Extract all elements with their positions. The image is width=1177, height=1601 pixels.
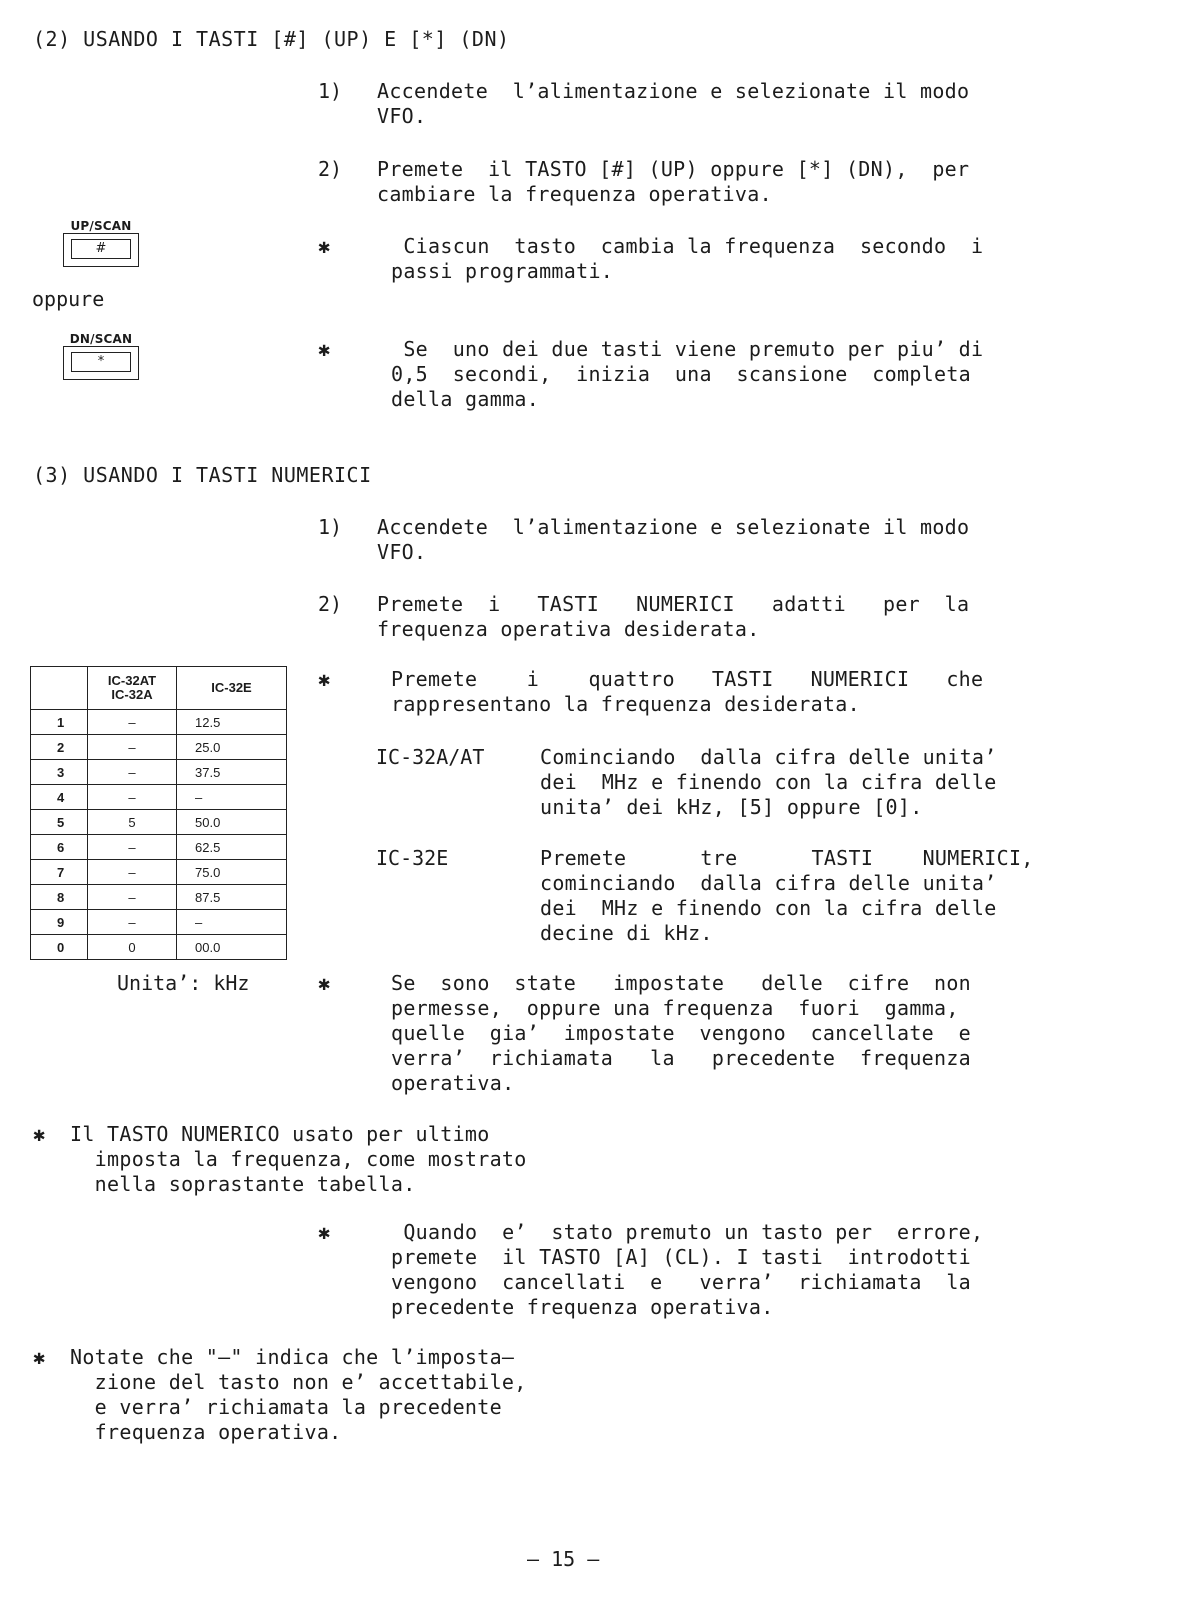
- table-row: [31, 885, 287, 910]
- table-cell: 3: [31, 760, 88, 785]
- model-name: IC-32E: [376, 846, 449, 870]
- table-header: IC-32AT IC-32A: [88, 667, 177, 710]
- asterisk-bullet-icon: ✱: [318, 667, 331, 691]
- table-row: [31, 735, 287, 760]
- step-text: Accendete l’alimentazione e selezionate il modo VFO.: [377, 79, 970, 128]
- section-2-title: (2) USANDO I TASTI [#] (UP) E [*] (DN): [33, 27, 510, 51]
- table-cell: 25.0: [177, 735, 287, 760]
- asterisk-bullet-icon: ✱: [33, 1122, 46, 1146]
- asterisk-bullet-icon: ✱: [318, 1220, 331, 1244]
- table-cell: 75.0: [177, 860, 287, 885]
- model-description: Cominciando dalla cifra delle unita’ dei MHz e finendo con la cifra delle unita’ dei kHz, [5] oppure [0].: [540, 745, 997, 819]
- table-cell: 87.5: [177, 885, 287, 910]
- table-cell: 8: [31, 885, 88, 910]
- table-cell: 50.0: [177, 810, 287, 835]
- table-cell: –: [88, 735, 177, 760]
- oppure-label: oppure: [32, 287, 105, 311]
- table-cell: 0: [88, 935, 177, 960]
- asterisk-bullet-icon: ✱: [33, 1345, 46, 1369]
- step-text: Premete i TASTI NUMERICI adatti per la frequenza operativa desiderata.: [377, 592, 970, 641]
- note-text: Premete i quattro TASTI NUMERICI che rappresentano la frequenza desiderata.: [391, 667, 984, 716]
- step-number: 2): [318, 592, 343, 616]
- table-header: IC-32E: [177, 667, 287, 710]
- step-text: Premete il TASTO [#] (UP) oppure [*] (DN), per cambiare la frequenza operativa.: [377, 157, 970, 206]
- table-row: [31, 760, 287, 785]
- dn-scan-key-diagram: [63, 332, 139, 380]
- table-cell: –: [88, 910, 177, 935]
- table-cell: –: [177, 910, 287, 935]
- table-cell: 6: [31, 835, 88, 860]
- step-text: Accendete l’alimentazione e selezionate il modo VFO.: [377, 515, 970, 564]
- note-text: Se uno dei due tasti viene premuto per piu’ di 0,5 secondi, inizia una scansione completa della gamma.: [391, 337, 984, 411]
- key-frame: [63, 346, 139, 380]
- table-cell: 2: [31, 735, 88, 760]
- table-cell: 62.5: [177, 835, 287, 860]
- asterisk-bullet-icon: ✱: [318, 234, 331, 258]
- table-cell: 00.0: [177, 935, 287, 960]
- table-cell: –: [88, 710, 177, 735]
- note-text: Notate che "–" indica che l’imposta– zione del tasto non e’ accettabile, e verra’ richiamata la precedente frequenza operativa.: [70, 1345, 527, 1444]
- model-name: IC-32A/AT: [376, 745, 485, 769]
- table-unit-label: Unita’: kHz: [117, 971, 250, 995]
- step-number: 2): [318, 157, 343, 181]
- note-text: Quando e’ stato premuto un tasto per errore, premete il TASTO [A] (CL). I tasti introdotti vengono cancellati e verra’ richiamata la precedente frequenza operativa.: [391, 1220, 984, 1319]
- table-row: [31, 910, 287, 935]
- table-cell: –: [88, 760, 177, 785]
- table-row: [31, 785, 287, 810]
- section-3-title: (3) USANDO I TASTI NUMERICI: [33, 463, 372, 487]
- table-cell: 37.5: [177, 760, 287, 785]
- step-number: 1): [318, 79, 343, 103]
- table-cell: 12.5: [177, 710, 287, 735]
- note-text: Se sono state impostate delle cifre non permesse, oppure una frequenza fuori gamma, quelle gia’ impostate vengono cancellate e verra’ richiamata la precedente frequenza operativa.: [391, 971, 972, 1095]
- table-cell: 4: [31, 785, 88, 810]
- note-text: Ciascun tasto cambia la frequenza secondo i passi programmati.: [391, 234, 984, 283]
- model-description: Premete tre TASTI NUMERICI, cominciando dalla cifra delle unita’ dei MHz e finendo con la cifra delle decine di kHz.: [540, 846, 1034, 945]
- frequency-table: [30, 666, 287, 960]
- table-cell: 5: [88, 810, 177, 835]
- up-scan-key-diagram: [63, 219, 139, 267]
- table-row: [31, 810, 287, 835]
- table-cell: –: [88, 835, 177, 860]
- table-cell: –: [177, 785, 287, 810]
- hash-key-icon: #: [71, 239, 131, 259]
- key-label: UP/SCAN: [70, 219, 132, 233]
- table-row: [31, 935, 287, 960]
- table-cell: 1: [31, 710, 88, 735]
- key-frame: [63, 233, 139, 267]
- table-header-row: [31, 667, 287, 710]
- page-number: – 15 –: [527, 1547, 600, 1571]
- asterisk-bullet-icon: ✱: [318, 337, 331, 361]
- step-number: 1): [318, 515, 343, 539]
- asterisk-bullet-icon: ✱: [318, 971, 331, 995]
- table-cell: 7: [31, 860, 88, 885]
- table-cell: –: [88, 885, 177, 910]
- table-cell: –: [88, 785, 177, 810]
- note-text: Il TASTO NUMERICO usato per ultimo imposta la frequenza, come mostrato nella soprastante tabella.: [70, 1122, 527, 1196]
- table-cell: 0: [31, 935, 88, 960]
- key-label: DN/SCAN: [69, 332, 133, 346]
- table-cell: 5: [31, 810, 88, 835]
- table-row: [31, 710, 287, 735]
- table-cell: 9: [31, 910, 88, 935]
- table-row: [31, 835, 287, 860]
- table-row: [31, 860, 287, 885]
- star-key-icon: *: [71, 352, 131, 372]
- table-header: [31, 667, 88, 710]
- table-cell: –: [88, 860, 177, 885]
